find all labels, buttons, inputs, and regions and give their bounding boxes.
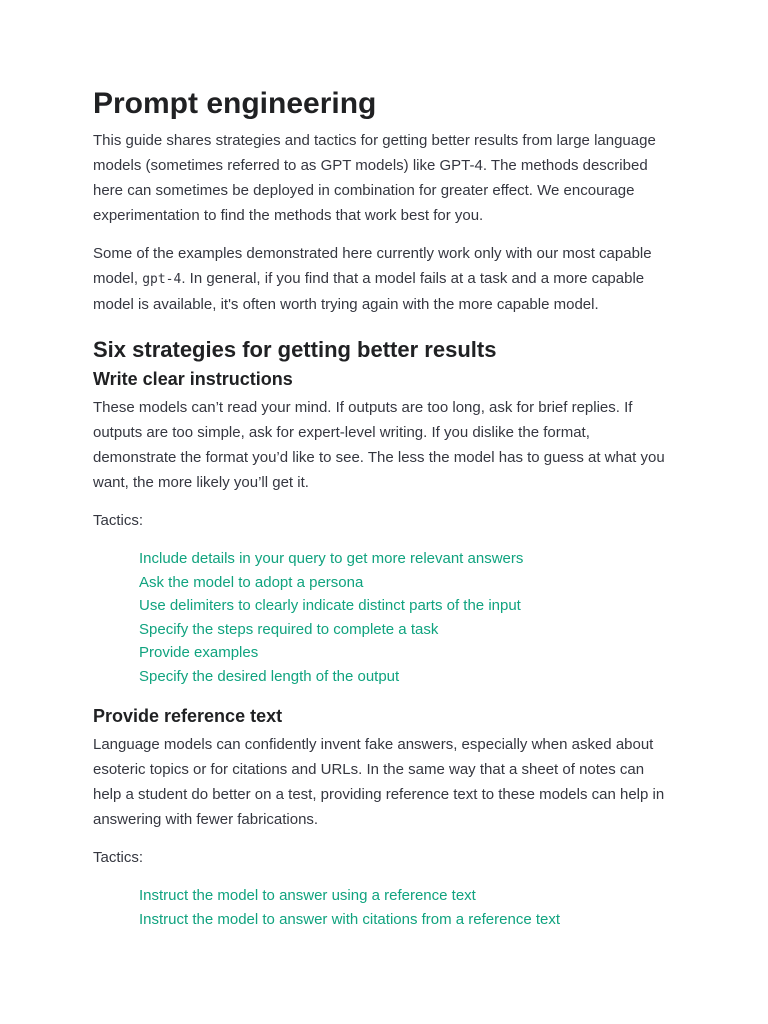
strategies-heading: Six strategies for getting better results	[93, 337, 497, 362]
list-item	[139, 547, 675, 571]
tactic-link-persona[interactable]: Ask the model to adopt a persona	[139, 573, 364, 591]
tactic-link-reference-answer[interactable]: Instruct the model to answer using a reference text	[139, 887, 476, 904]
list-item	[139, 641, 675, 665]
intro-paragraph-1: This guide shares strategies and tactics for getting better results from large language models (sometimes referred to as GPT models) like GPT-4. The methods described here can sometimes be deployed in combination for greater effect. We encourage experimentation to find the methods that work best for you.	[93, 132, 656, 224]
tactics-label: Tactics:	[93, 512, 144, 529]
intro-p2-text-end: . In general, if you find that a model fails at a task and a more capable model is available, it's often worth trying again with the more capable model.	[93, 270, 645, 313]
list-item	[139, 665, 675, 689]
section-heading-reference-text: Provide reference text	[93, 706, 283, 726]
intro-p2-text-start: Some of the examples demonstrated here currently work only with our most capable model,	[93, 245, 652, 287]
list-item	[139, 884, 675, 908]
section-heading-clear-instructions: Write clear instructions	[93, 369, 293, 389]
tactic-link-details[interactable]: Include details in your query to get more relevant answers	[139, 550, 524, 567]
tactics-list-clear-instructions	[93, 546, 675, 688]
tactic-link-steps[interactable]: Specify the steps required to complete a task	[139, 620, 439, 638]
tactic-link-examples[interactable]: Provide examples	[139, 644, 259, 661]
list-item	[139, 908, 675, 932]
tactic-link-reference-citations[interactable]: Instruct the model to answer with citations from a reference text	[139, 910, 561, 928]
section-body-clear-instructions: These models can’t read your mind. If outputs are too long, ask for brief replies. If outputs are too simple, ask for expert-level writing. If you dislike the format, demonstrate the format you’d like to see. The less the model has to guess at what you want, the more likely you’ll get it.	[93, 399, 665, 491]
tactics-list-reference-text	[93, 883, 675, 931]
list-item	[139, 618, 675, 642]
tactics-label: Tactics:	[93, 849, 144, 866]
page-title: Prompt engineering	[93, 87, 377, 120]
intro-paragraph-2	[93, 241, 675, 317]
tactic-link-length[interactable]: Specify the desired length of the output	[139, 667, 400, 685]
list-item	[139, 594, 675, 618]
tactic-link-delimiters[interactable]: Use delimiters to clearly indicate distinct parts of the input	[139, 597, 521, 614]
model-code: gpt-4	[142, 272, 182, 287]
section-body-reference-text: Language models can confidently invent fake answers, especially when asked about esoteric topics or for citations and URLs. In the same way that a sheet of notes can help a student do better on a test, providing reference text to these models can help in answering with fewer fabrications.	[93, 736, 665, 828]
list-item	[139, 571, 675, 595]
